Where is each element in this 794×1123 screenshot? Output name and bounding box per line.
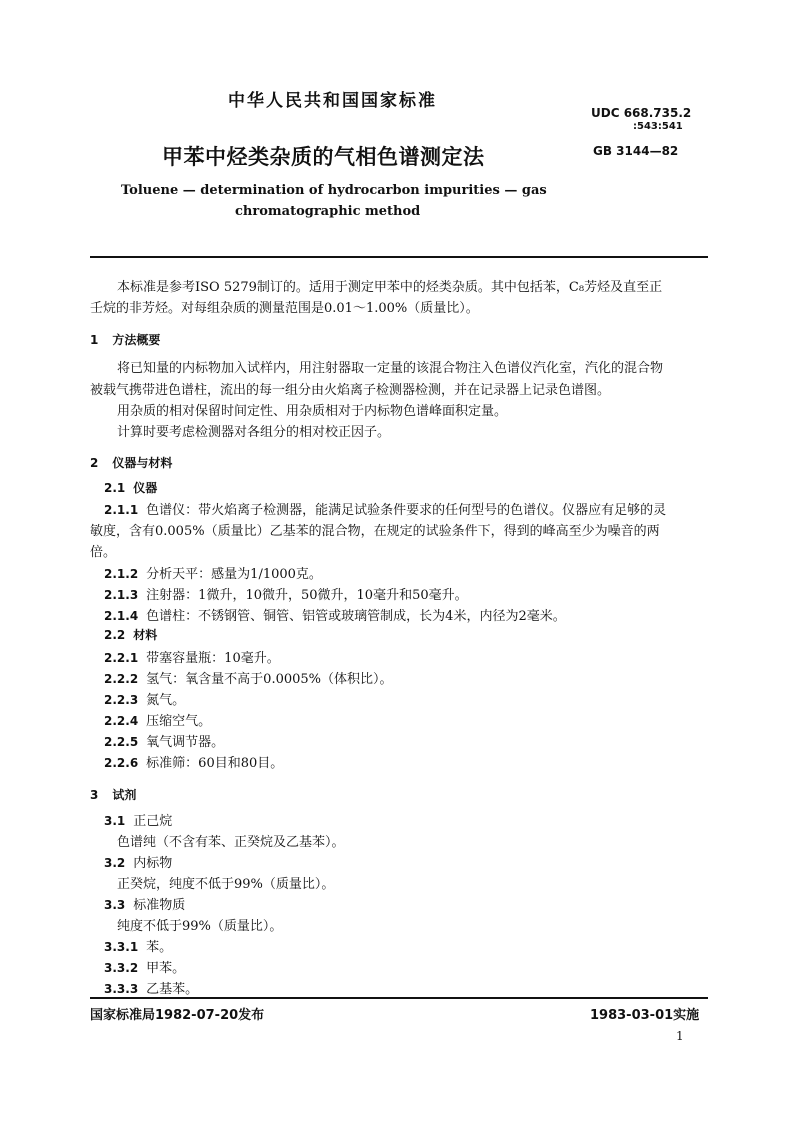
clause-2-1-4: [104, 605, 566, 624]
clause-text: 压缩空气。: [146, 714, 212, 729]
clause-text: 氮气。: [146, 693, 186, 708]
clause-text: 注射器：1微升，10微升，50微升，10毫升和50毫升。: [146, 588, 468, 603]
clause-text: 标准筛：60目和80目。: [146, 756, 284, 771]
clause-2-2-2: [104, 668, 393, 687]
clause-2-2-4: [104, 710, 211, 729]
clause-text: 氢气：氧含量不高于0.0005%（体积比）。: [146, 672, 393, 687]
page-number: 1: [676, 1029, 684, 1043]
clause-number: 2.1.3: [104, 588, 139, 602]
clause-number: 2.2.4: [104, 714, 139, 728]
clause-number: 2.2.1: [104, 651, 139, 665]
clause-3-3-1: [104, 936, 172, 955]
intro-line1: 本标准是参考ISO 5279制订的。适用于测定甲苯中的烃类杂质。其中包括苯，C₈芳烃及直至正: [117, 280, 663, 295]
clause-number: 2.1.4: [104, 609, 139, 623]
subsection-number: 2.1: [104, 481, 126, 495]
subsection-3-1: [104, 810, 172, 829]
section-number: 3: [90, 788, 99, 802]
clause-text: 色谱柱：不锈钢管、铜管、铝管或玻璃管制成，长为4米，内径为2毫米。: [146, 609, 566, 624]
clause-number: 2.1.2: [104, 567, 139, 581]
clause-text: 分析天平：感量为1/1000克。: [146, 567, 322, 582]
subsection-3-2: [104, 852, 172, 871]
section-1-heading: [90, 331, 160, 348]
subsection-3-3: [104, 894, 185, 913]
subsection-number: 3.2: [104, 856, 126, 870]
sec1-para3: 计算时要考虑检测器对各组分的相对校正因子。: [117, 425, 391, 440]
subsection-3-2-text: 正癸烷，纯度不低于99%（质量比）。: [117, 877, 335, 892]
issue-date: 国家标准局1982-07-20发布: [90, 1008, 265, 1023]
gb-standard-number: GB 3144—82: [593, 144, 679, 158]
subsection-title: 正己烷: [133, 814, 173, 829]
section-2-heading: [90, 454, 172, 471]
subsection-number: 3.3: [104, 898, 126, 912]
subsection-3-3-text: 纯度不低于99%（质量比）。: [117, 919, 283, 934]
intro-line2: 壬烷的非芳烃。对每组杂质的测量范围是0.01～1.00%（质量比）。: [90, 301, 479, 316]
section-title: 试剂: [112, 788, 137, 802]
section-number: 2: [90, 456, 99, 470]
sec1-para2: 用杂质的相对保留时间定性、用杂质相对于内标物色谱峰面积定量。: [117, 404, 508, 419]
clause-3-3-2: [104, 957, 185, 976]
clause-text: 氧气调节器。: [146, 735, 225, 750]
subsection-2-1: [104, 479, 157, 496]
effective-date: 1983-03-01实施: [590, 1008, 700, 1023]
sec1-para1-line2: 被载气携带进色谱柱，流出的每一组分由火焰离子检测器检测，并在记录器上记录色谱图。: [90, 383, 611, 398]
clause-2-1-1-line1: [104, 499, 666, 518]
clause-number: 3.3.3: [104, 982, 139, 996]
subsection-title: 内标物: [133, 856, 173, 871]
clause-2-2-3: [104, 689, 185, 708]
clause-2-2-1: [104, 647, 280, 666]
clause-3-3-3: [104, 978, 198, 997]
clause-text: 带塞容量瓶：10毫升。: [146, 651, 280, 666]
clause-number: 2.2.3: [104, 693, 139, 707]
clause-number: 2.2.5: [104, 735, 139, 749]
section-number: 1: [90, 333, 99, 347]
clause-number: 2.2.6: [104, 756, 139, 770]
clause-number: 2.2.2: [104, 672, 139, 686]
clause-text: 苯。: [146, 940, 173, 955]
clause-text: 甲苯。: [146, 961, 186, 976]
document-title: 甲苯中烃类杂质的气相色谱测定法: [162, 145, 485, 169]
national-standard-heading: 中华人民共和国国家标准: [228, 91, 437, 111]
udc-code-line1: UDC 668.735.2: [591, 106, 692, 120]
clause-2-1-3: [104, 584, 468, 603]
clause-2-1-2: [104, 563, 322, 582]
subsection-number: 3.1: [104, 814, 126, 828]
english-title-line2: chromatographic method: [235, 204, 421, 219]
section-title: 方法概要: [112, 333, 161, 347]
subsection-3-1-text: 色谱纯（不含有苯、正癸烷及乙基苯）。: [117, 835, 345, 850]
clause-2-1-1-line3: 倍。: [90, 545, 117, 560]
clause-text: 色谱仪：带火焰离子检测器，能满足试验条件要求的任何型号的色谱仪。仪器应有足够的灵: [146, 503, 667, 518]
clause-number: 3.3.1: [104, 940, 139, 954]
section-title: 仪器与材料: [112, 456, 173, 470]
clause-text: 乙基苯。: [146, 982, 199, 997]
english-title-line1: Toluene — determination of hydrocarbon impurities — gas: [121, 183, 547, 198]
footer-divider: [90, 997, 708, 999]
clause-number: 2.1.1: [104, 503, 139, 517]
clause-2-2-5: [104, 731, 224, 750]
subsection-title: 仪器: [133, 481, 158, 495]
subsection-title: 标准物质: [133, 898, 186, 913]
sec1-para1-line1: 将已知量的内标物加入试样内，用注射器取一定量的该混合物注入色谱仪汽化室，汽化的混合物: [117, 361, 664, 376]
section-3-heading: [90, 786, 136, 803]
clause-number: 3.3.2: [104, 961, 139, 975]
clause-2-1-1-line2: 敏度，含有0.005%（质量比）乙基苯的混合物，在规定的试验条件下，得到的峰高至少为噪音的两: [90, 524, 660, 539]
header-divider: [90, 256, 708, 258]
subsection-number: 2.2: [104, 628, 126, 642]
subsection-title: 材料: [133, 628, 158, 642]
clause-2-2-6: [104, 752, 283, 771]
udc-code-line2: :543:541: [633, 121, 683, 132]
subsection-2-2: [104, 626, 157, 643]
